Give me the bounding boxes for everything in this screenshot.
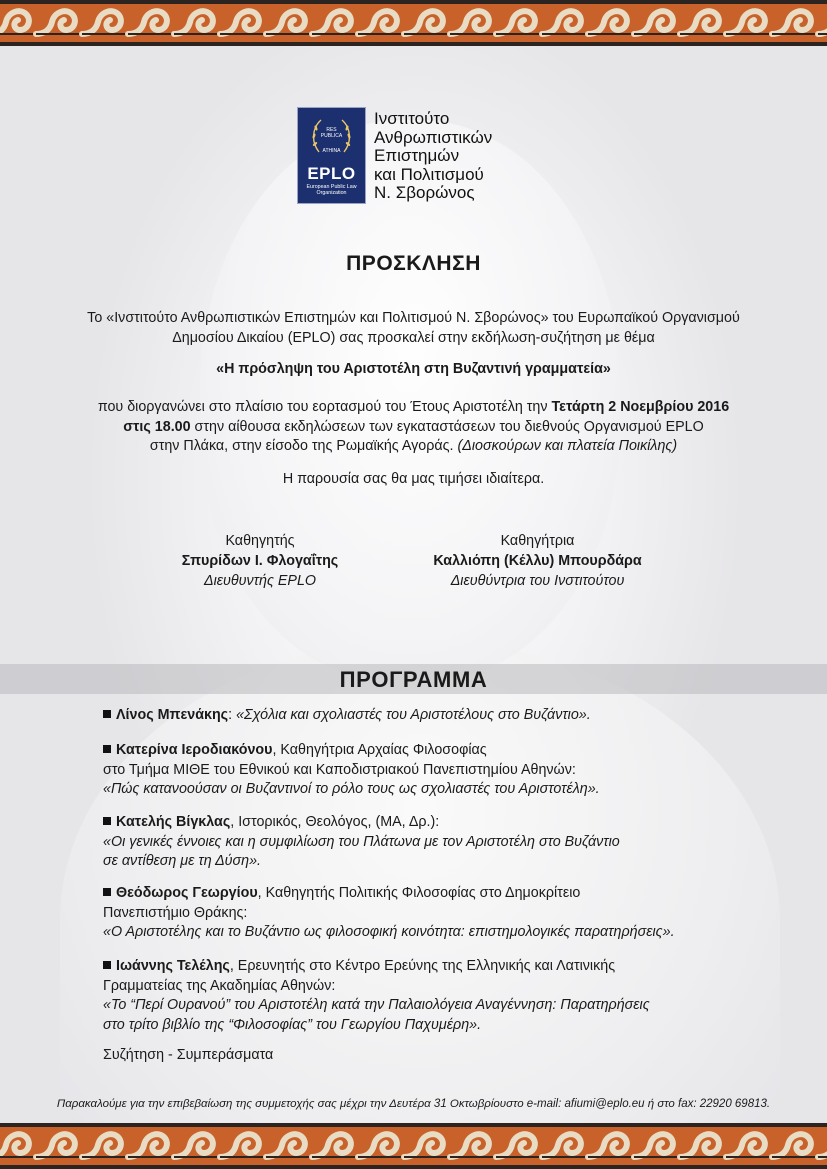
eplo-logo <box>297 107 366 204</box>
wave-pattern-icon <box>0 0 827 46</box>
programme-title: ΠΡΟΓΡΑΜΜΑ <box>339 667 488 692</box>
rsvp-footer: Παρακαλούμε για την επιβεβαίωση της συμμετοχής σας μέχρι την Δευτέρα 31 Οκτωβρίουστο e-mail: afiumi@eplo.eu ή στο fax: 22920 69813. <box>56 1098 771 1110</box>
closing-line: Η παρουσία σας θα μας τιμήσει ιδιαίτερα. <box>282 471 545 487</box>
programme-item: Ιωάννης Τελέλης, Ερευνητής στο Κέντρο Ερεύνης της Ελληνικής και Λατινικής Γραμματείας της Ακαδημίας Αθηνών: «Το “Περί Ουρανού” του Αριστοτέλη κατά την Παλαιολόγεια Αναγέννηση: Παρατηρήσεις στο τρίτο βιβλίο της “Φιλοσοφίας” του Γεωργίου Παχυμέρη». <box>103 958 650 1033</box>
event-details: που διοργανώνει στο πλαίσιο του εορτασμού του Έτους Αριστοτέλη την Τετάρτη 2 Νοεμβρίου 2016 στις 18.00 στην αίθουσα εκδηλώσεων των εγκαταστάσεων του διεθνούς Οργανισμού EPLO στην Πλάκα, στην είσοδο της Ρωμαϊκής Αγοράς. (Διοσκούρων και πλατεία Ποικίλης) <box>97 399 730 454</box>
programme-item: Κατελής Βίγκλας, Ιστορικός, Θεολόγος, (ΜΑ, Δρ.): «Οι γενικές έννοιες και η συμφιλίωση του Πλάτωνα με τον Αριστοτέλη στο Βυζάντιο σε αντίθεση με τη Δύση». <box>103 814 620 869</box>
bullet-square-icon <box>103 710 111 718</box>
event-theme: «Η πρόσληψη του Αριστοτέλη στη Βυζαντινή γραμματεία» <box>216 361 611 377</box>
wave-pattern-icon <box>0 1123 827 1169</box>
signatory-left: Καθηγητής Σπυρίδων Ι. Φλογαΐτης Διευθυντής EPLO <box>181 533 339 589</box>
bullet-square-icon <box>103 888 111 896</box>
logo-subtitle: European Public Law Organization <box>306 184 357 197</box>
institute-name: Ινστιτούτο Ανθρωπιστικών Επιστημών και Πολιτισμού Ν. Σβορώνος <box>374 109 493 202</box>
discussion-line: Συζήτηση - Συμπεράσματα <box>103 1047 274 1063</box>
programme-item: Θεόδωρος Γεωργίου, Καθηγητής Πολιτικής Φιλοσοφίας στο Δημοκρίτειο Πανεπιστήμιο Θράκης: «Ο Αριστοτέλης και το Βυζάντιο ως φιλοσοφική κοινότητα: επιστημολογικές παρατηρήσεις». <box>103 885 675 940</box>
page-title: ΠΡΟΣΚΛΗΣΗ <box>346 252 481 275</box>
intro-paragraph: Το «Ινστιτούτο Ανθρωπιστικών Επιστημών και Πολιτισμού Ν. Σβορώνος» του Ευρωπαϊκού Οργανισμού Δημοσίου Δικαίου (EPLO) σας προσκαλεί στην εκδήλωση-συζήτηση με θέμα <box>87 310 740 346</box>
signatory-right: Καθηγήτρια Καλλιόπη (Κέλλυ) Μπουρδάρα Διευθύντρια του Ινστιτούτου <box>433 533 642 589</box>
bullet-square-icon <box>103 961 111 969</box>
bullet-square-icon <box>103 817 111 825</box>
logo-wreath-text: RES PUBLICA ATHINA <box>320 127 343 154</box>
programme-item: Λίνος Μπενάκης: «Σχόλια και σχολιαστές του Αριστοτέλους στο Βυζάντιο». <box>103 706 591 726</box>
bullet-square-icon <box>103 745 111 753</box>
mosaic-border-top <box>0 0 827 46</box>
programme-item: Κατερίνα Ιεροδιακόνου, Καθηγήτρια Αρχαίας Φιλοσοφίας στο Τμήμα ΜΙΘΕ του Εθνικού και Καποδιστριακού Πανεπιστημίου Αθηνών: «Πώς κατανοούσαν οι Βυζαντινοί το ρόλο τους ως σχολιαστές του Αριστοτέλη». <box>103 742 600 797</box>
logo-name: EPLO <box>307 164 356 183</box>
mosaic-border-bottom <box>0 1123 827 1169</box>
